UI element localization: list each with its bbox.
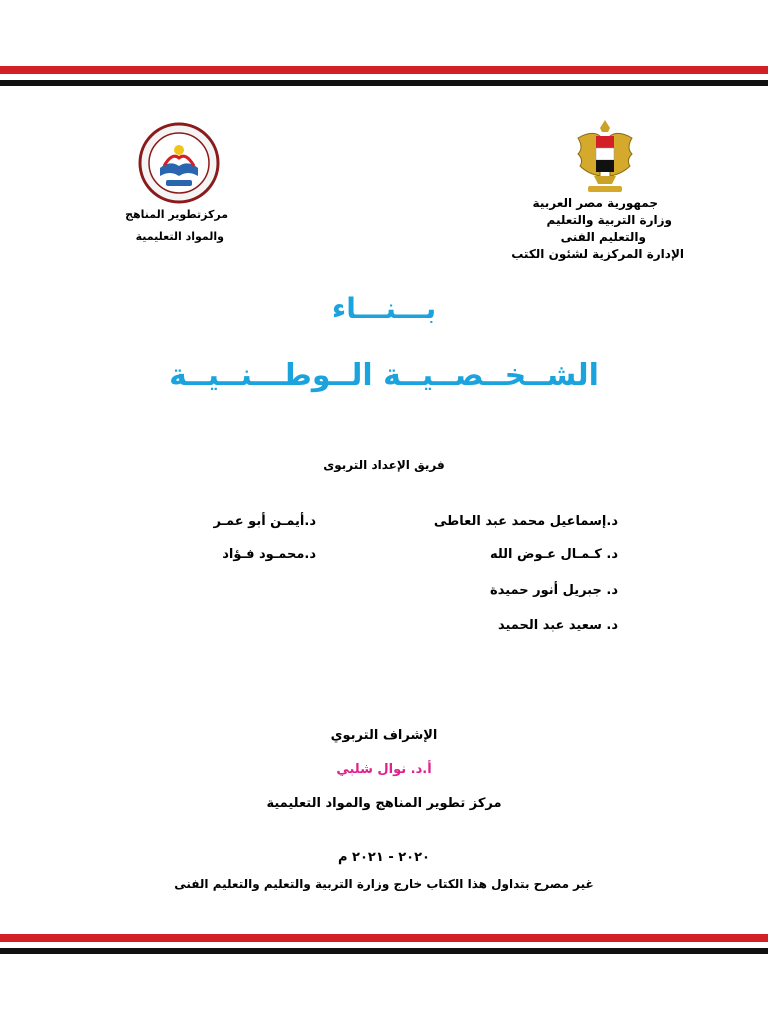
- top-black-band: [0, 80, 768, 86]
- header-right-line3: والتعليم الفنى: [560, 230, 646, 244]
- team-member-4: د. سعيد عبد الحميد: [497, 618, 618, 633]
- egypt-eagle-emblem: [574, 116, 636, 194]
- academic-year: ٢٠٢٠ - ٢٠٢١ م: [337, 850, 430, 865]
- supervision-org: مركز تطوير المناهج والمواد التعليمية: [266, 796, 502, 811]
- bottom-black-band: [0, 948, 768, 954]
- team-heading: فريق الإعداد التربوى: [323, 458, 445, 472]
- header-left-line2: والمواد التعليمية: [135, 230, 224, 243]
- curriculum-center-logo: [138, 122, 220, 204]
- header-right-line4: الإدارة المركزية لشئون الكتب: [511, 247, 684, 261]
- header-right-line2: وزارة التربية والتعليم: [546, 213, 672, 227]
- title-line2: الشــخــصــيــة الــوطـــنــيــة: [169, 358, 599, 393]
- team-member-2: د. كـمـال عـوض الله: [489, 547, 618, 562]
- header-left-line1: مركزتطوير المناهج: [125, 208, 228, 221]
- title-line1: بـــنـــاء: [331, 292, 437, 325]
- header-right-line1: جمهورية مصر العربية: [532, 196, 658, 210]
- bottom-red-band: [0, 934, 768, 942]
- supervision-heading: الإشراف التربوي: [330, 728, 438, 743]
- team-member-5: د.أيمـن أبو عمـر: [213, 514, 316, 529]
- team-member-6: د.محمـود فـؤاد: [222, 547, 316, 562]
- team-member-3: د. جبريل أنور حميدة: [490, 583, 618, 598]
- team-member-1: د.إسماعيل محمد عبد العاطى: [433, 514, 618, 529]
- supervisor-name: أ.د. نوال شلبي: [336, 762, 432, 777]
- top-red-band: [0, 66, 768, 74]
- distribution-notice: غير مصرح بتداول هذا الكتاب خارج وزارة التربية والتعليم والتعليم الفنى: [174, 877, 594, 891]
